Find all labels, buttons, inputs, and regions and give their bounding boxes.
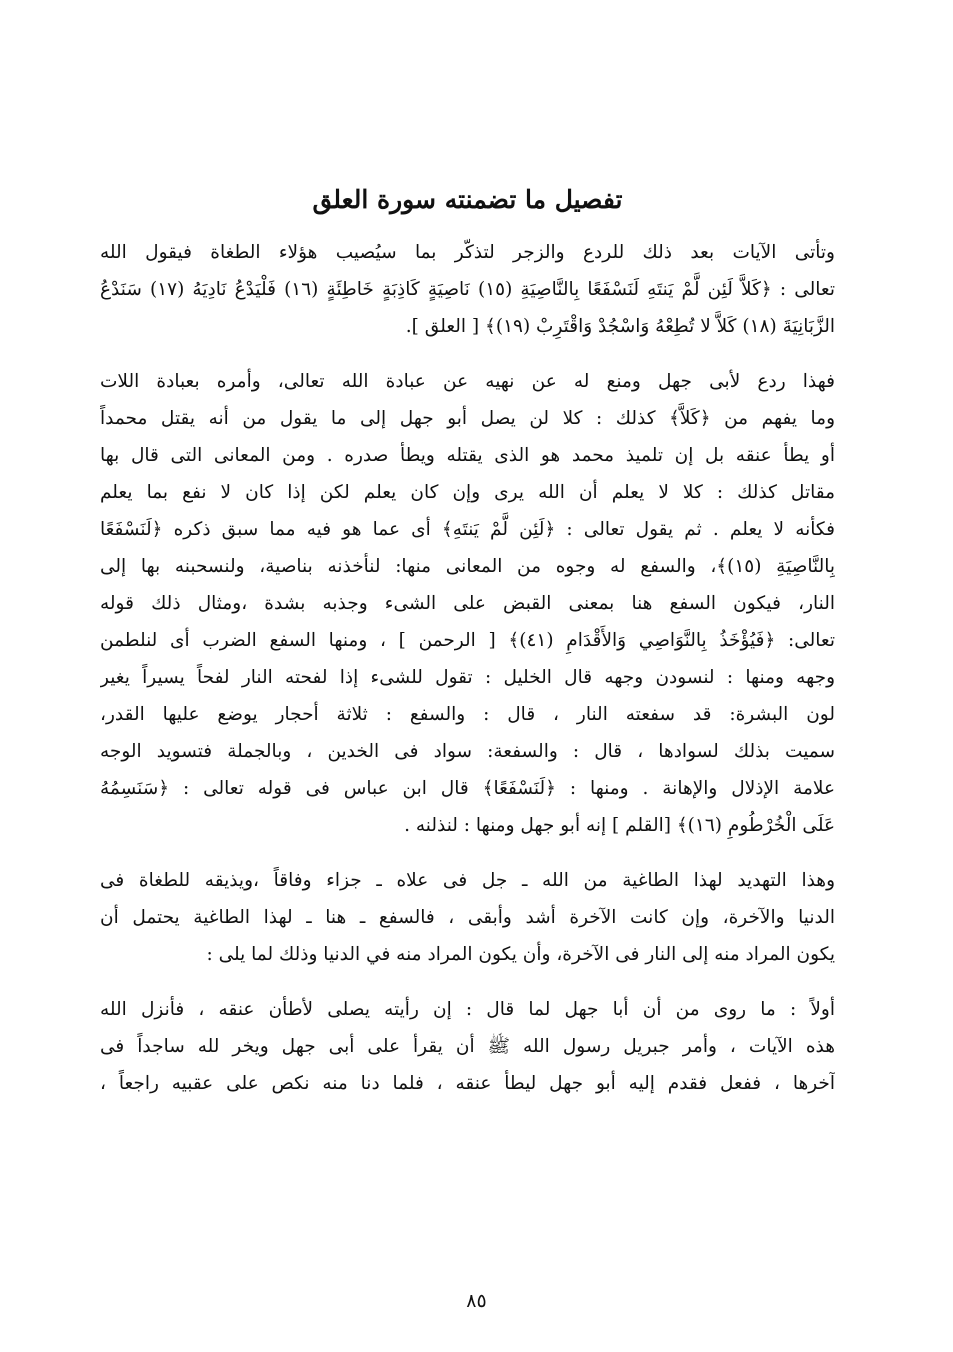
text-line: سميت بذلك لسوادها ، قال : والسفعة: سواد فى الخدين ، وبالجملة فتسويد الوجه <box>100 741 835 762</box>
text-line: مقاتل كذلك : كلا لا يعلم أن الله يرى وإن كان يعلم لكن إذا كان لا نفع بما يعلم <box>100 482 835 503</box>
text-line: وتأتى الآيات بعد ذلك للردع والزجر لتذكّر بما سيُصيب هؤلاء الطغاة فيقول الله <box>100 242 835 263</box>
page-title: تفصيل ما تضمنته سورة العلق <box>312 185 623 214</box>
text-line: الزَّبَانِيَةَ (١٨) كَلاَّ لا تُطِعْهُ وَاسْجُدْ وَاقْتَرِبْ (١٩)﴾ [ العلق ]. <box>405 316 835 337</box>
paragraph-2 <box>100 363 835 844</box>
text-line: بِالنَّاصِيَةِ (١٥)﴾، والسفع له وجوه من المعانى منها: لنأخذنه بناصية، ولنسحبنه بها إلى <box>100 556 835 577</box>
text-line: يكون المراد منه إلى النار فى الآخرة، وأن يكون المراد منه في الدنيا وذلك لما يلى : <box>206 944 835 965</box>
text-line: علامة الإذلال والإهانة . ومنها : ﴿لَنَسْفَعًا﴾ قال ابن عباس فى قوله تعالى : ﴿سَنَسِمُهُ <box>100 778 835 799</box>
text-line: لون البشرة: قد سفعته النار ، قال : والسفع : ثلاثة أحجار يوضع عليها القدر، <box>100 704 835 725</box>
text-line: الدنيا والآخرة، وإن كانت الآخرة أشد وأبقى ، فالسفع ـ هنا ـ لهذا الطاغية يحتمل أن <box>100 907 835 928</box>
text-line: أو يطأ عنقه بل إن تلميذ محمد هو الذى يقتله ويطأ صدره . ومن المعانى التى قال بها <box>100 445 835 466</box>
text-line: تعالى : ﴿كَلاَّ لَئِن لَّمْ يَنتَهِ لَنَسْفَعًا بِالنَّاصِيَةِ (١٥) نَاصِيَةٍ كَاذِبَةٍ خَاطِئَةٍ (١٦) فَلْيَدْعُ نَادِيَهُ (١٧) سَنَدْعُ <box>100 279 835 300</box>
text-line: أولاً : ما روى من أن أبا جهل لما قال : إن رأيته يصلى لأطأن عنقه ، فأنزل الله <box>100 999 835 1020</box>
paragraph-1 <box>100 234 835 345</box>
text-line: وما يفهم من ﴿كَلاَّ﴾ كذلك : كلا لن يصل أبو جهل إلى ما يقول من أنه يقتل محمداً <box>100 408 835 429</box>
text-line: تعالى: ﴿فَيُؤْخَذُ بِالنَّوَاصِي وَالأَقْدَامِ (٤١)﴾ [ الرحمن ] ، ومنها السفع الضرب أى لنلطمن <box>100 630 835 651</box>
text-line: فكأنه لا يعلم . ثم يقول تعالى : ﴿لَئِن لَّمْ يَنتَهِ﴾ أى عما هو فيه مما سبق ذكره ﴿لَنَسْفَعًا <box>100 519 835 540</box>
text-line: آخرها ، ففعل فقدم إليه أبو جهل ليطأ عنقه ، فلما دنا منه نكص على عقبيه راجعاً ، <box>100 1073 835 1094</box>
text-line: وجهه ومنها : لنسودن وجهه قال الخليل : تقول للشىء إذا لفحته النار لفحاً يسيراً يغير <box>100 667 835 688</box>
text-line: فهذا ردع لأبى جهل ومنع له عن نهيه عن عبادة الله تعالى، وأمره بعبادة اللات <box>100 371 835 392</box>
text-line: هذه الآيات ، وأمر جبريل رسول الله ﷺ أن يقرأ على أبى جهل ويخر لله ساجداً فى <box>100 1036 835 1057</box>
paragraph-4 <box>100 991 835 1102</box>
page-body <box>100 180 835 1120</box>
text-line: النار، فيكون السفع هنا بمعنى القبض على الشىء وجذبه بشدة ،ومثال ذلك قوله <box>100 593 835 614</box>
text-line: وهذا التهديد لهذا الطاغية من الله ـ جل فى علاه ـ جزاء وفاقاً ،ويذيقه للطغاة فى <box>100 870 835 891</box>
text-line: عَلَى الْخُرْطُومِ (١٦)﴾ [القلم ] إنه أبو جهل ومنها : لنذلنه . <box>404 815 835 836</box>
page-number: ٨٥ <box>466 1290 487 1312</box>
paragraph-3 <box>100 862 835 973</box>
